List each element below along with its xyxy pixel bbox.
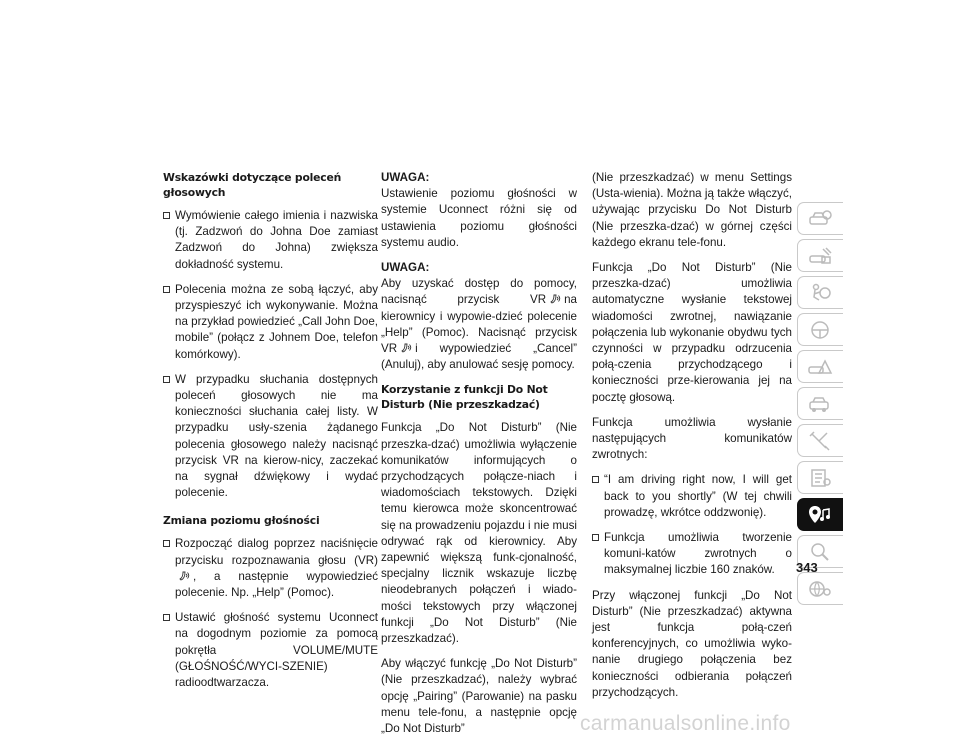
maintenance-icon bbox=[807, 430, 833, 452]
list-item: W przypadku słuchania dostępnych poleceń głosowych nie ma konieczności słuchania całej listy. W przypadku usły-szenia żądanego polecenia głosowego należy nacisnąć przycisk VR na kierow-nicy, zaczekać na sygnał dźwiękowy i wydać polecenie. bbox=[163, 372, 378, 502]
bullet-box-icon bbox=[592, 476, 599, 483]
warning-car-icon bbox=[807, 356, 833, 378]
airbag-icon bbox=[807, 282, 833, 304]
voice-recognition-icon bbox=[400, 342, 412, 353]
voice-recognition-icon bbox=[178, 570, 190, 581]
chapter-tabs bbox=[797, 202, 843, 609]
paragraph: Funkcja umożliwia wysłanie następujących komunikatów zwrotnych: bbox=[592, 415, 792, 462]
voice-recognition-icon bbox=[549, 293, 561, 304]
bullet-box-icon bbox=[163, 540, 170, 547]
tab-multimedia[interactable] bbox=[797, 498, 843, 531]
car-signal-icon bbox=[807, 245, 833, 267]
multimedia-icon bbox=[807, 504, 833, 526]
car-info-icon bbox=[807, 208, 833, 230]
list-item: Funkcja umożliwia tworzenie komuni-katów zwrotnych o maksymalnej liczbie 160 znaków. bbox=[592, 530, 792, 579]
specs-list-icon bbox=[807, 467, 833, 489]
section-heading-voice-tips: Wskazówki dotyczące poleceń głosowych bbox=[163, 171, 342, 199]
tab-car-signal[interactable] bbox=[797, 239, 843, 272]
bullet-box-icon bbox=[592, 534, 599, 541]
section-heading-volume: Zmiana poziomu głośności bbox=[163, 514, 320, 528]
steering-wheel-icon bbox=[807, 319, 833, 341]
paragraph: (Nie przeszkadzać) w menu Settings (Usta-wienia). Można ją także włączyć, używając przycisku Do Not Disturb (Nie przeszka-dzać) w górnej części każdego ekranu tele-fonu. bbox=[592, 171, 792, 249]
column-middle bbox=[381, 170, 577, 746]
note-block bbox=[381, 170, 577, 251]
bullet-box-icon bbox=[163, 212, 170, 219]
list-item: Rozpocząć dialog poprzez naciśnięcie przycisku rozpoznawania głosu (VR), a następnie wypowiedzieć polecenie. Np. „Help” (Pomoc). bbox=[163, 536, 378, 601]
tab-airbag[interactable] bbox=[797, 276, 843, 309]
tab-specs[interactable] bbox=[797, 461, 843, 494]
bullet-box-icon bbox=[163, 376, 170, 383]
paragraph: Przy włączonej funkcji „Do Not Disturb” (Nie przeszkadzać) aktywna jest funkcja połą-czeń konferencyjnych, co umożliwia wyko-nanie drugiego połączenia bez konieczności odbierania połączeń przychodzących. bbox=[592, 588, 792, 699]
watermark: carmanualsonline.info bbox=[580, 712, 791, 735]
column-right bbox=[592, 170, 792, 710]
tab-maintenance[interactable] bbox=[797, 424, 843, 457]
list-item: Ustawić głośność systemu Uconnect na dogodnym poziomie za pomocą pokrętła VOLUME/MUTE (GŁOŚNOŚĆ/WYCI-SZENIE) radioodtwarzacza. bbox=[163, 610, 378, 691]
tab-car-info[interactable] bbox=[797, 202, 843, 235]
list-item: “I am driving right now, I will get back to you shortly” (W tej chwili prowadzę, wkrótce oddzwonię). bbox=[592, 472, 792, 521]
car-service-icon bbox=[807, 393, 833, 415]
languages-icon bbox=[807, 578, 833, 600]
note-block: UWAGA: Aby uzyskać dostęp do pomocy, nacisnąć przycisk VR na kierownicy i wypowie-dzieć polecenie „Help” (Pomoc). Nacisnąć przycisk VR i wypowiedzieć „Cancel” (Anuluj), aby anulować sesję pomocy. bbox=[381, 261, 577, 372]
bullet-box-icon bbox=[163, 614, 170, 621]
paragraph: Aby włączyć funkcję „Do Not Disturb” (Nie przeszkadzać), należy wybrać opcję „Pairing” (Parowanie) na pasku menu tele-fonu, a następnie opcję „Do Not Disturb” bbox=[381, 657, 577, 736]
tab-languages[interactable] bbox=[797, 572, 843, 605]
bullet-box-icon bbox=[163, 286, 170, 293]
note-label: UWAGA: bbox=[381, 171, 430, 184]
section-heading-do-not-disturb: Korzystanie z funkcji Do Not Disturb (Nie przeszkadzać) bbox=[381, 383, 548, 412]
tab-car-service[interactable] bbox=[797, 387, 843, 420]
paragraph: Funkcja „Do Not Disturb” (Nie przeszka-dzać) umożliwia wyłączenie komunikatów informujących o przychodzących połącze-niach i wiadomościach tekstowych. Dzięki temu kierowca może skoncentrować się na prowadzeniu pojazdu i nie musi odrywać rąk od kierownicy. Aby zapewnić większą funk-cjonalność, specjalny licznik wskazuje liczbę nieodebranych połączeń i wiado-mości tekstowych przy włączonej funkcji „Do Not Disturb” (Nie przeszkadzać). bbox=[381, 421, 577, 646]
column-left bbox=[163, 170, 378, 700]
paragraph: Funkcja „Do Not Disturb” (Nie przeszka-dzać) umożliwia automatyczne wysłanie tekstowej wiadomości zwrotnej, nawiązanie połączenia lub wykonanie obydwu tych czynności w przypadku odrzucenia połą-czenia przychodzącego i konieczności prze-kierowania jej na pocztę głosową. bbox=[592, 261, 792, 404]
note-text: Ustawienie poziomu głośności w systemie Uconnect różni się od ustawienia poziomu głośności systemu audio. bbox=[381, 187, 577, 249]
list-item: Wymówienie całego imienia i nazwiska (tj. Zadzwoń do Johna Doe zamiast Zadzwoń do Johna) zwiększa dokładność systemu. bbox=[163, 208, 378, 273]
tab-steering[interactable] bbox=[797, 313, 843, 346]
page-number: 343 bbox=[796, 560, 818, 575]
list-item: Polecenia można ze sobą łączyć, aby przyspieszyć ich wykonywanie. Można na przykład powiedzieć „Call John Doe, mobile” (połącz z Johnem Doe, telefon komórkowy). bbox=[163, 282, 378, 363]
tab-warning[interactable] bbox=[797, 350, 843, 383]
note-label: UWAGA: bbox=[381, 261, 430, 275]
